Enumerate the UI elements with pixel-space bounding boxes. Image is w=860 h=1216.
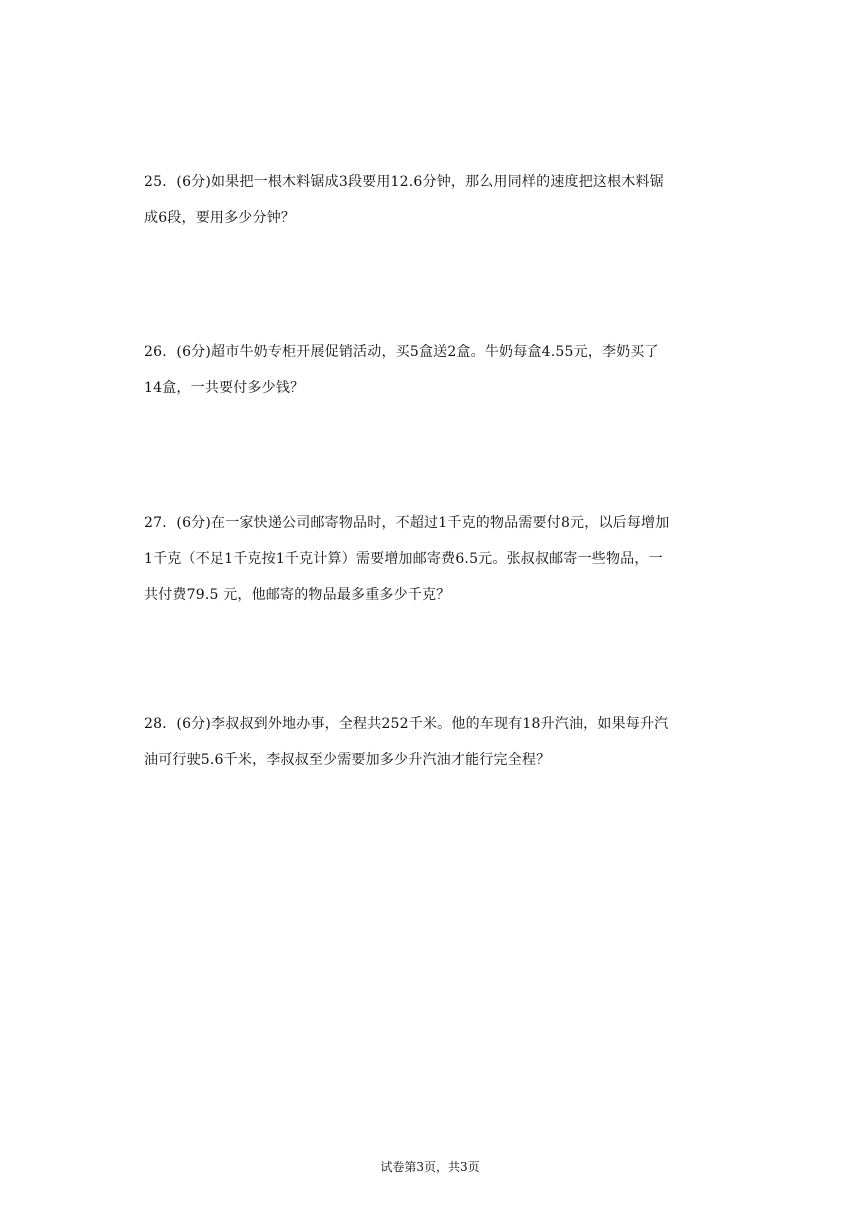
- question-26: [144, 334, 714, 406]
- question-text-line: 25．(6分)如果把一根木料锯成3段要用12.6分钟，那么用同样的速度把这根木料锯: [144, 174, 664, 190]
- question-text-line: 14盒，一共要付多少钱？: [144, 380, 305, 396]
- question-text-line: 共付费79.5 元，他邮寄的物品最多重多少千克？: [144, 587, 451, 603]
- question-text-line: 28．(6分)李叔叔到外地办事，全程共252千米。他的车现有18升汽油，如果每升汽: [144, 716, 669, 732]
- page-number-label: 试卷第3页，共3页: [380, 1160, 480, 1174]
- question-text-line: 油可行驶5.6千米，李叔叔至少需要加多少升汽油才能行完全程？: [144, 752, 551, 768]
- question-28: [144, 706, 714, 778]
- question-text-line: 1千克（不足1千克按1千克计算）需要增加邮寄费6.5元。张叔叔邮寄一些物品，一: [144, 551, 663, 567]
- question-text-line: 成6段，要用多少分钟？: [144, 210, 296, 226]
- question-27: [144, 505, 714, 613]
- question-text-line: 26．(6分)超市牛奶专柜开展促销活动，买5盒送2盒。牛奶每盒4.55元，李奶买了: [144, 344, 659, 360]
- page-footer: [0, 1159, 860, 1175]
- question-text-line: 27．(6分)在一家快递公司邮寄物品时，不超过1千克的物品需要付8元，以后每增加: [144, 515, 670, 531]
- question-25: [144, 164, 714, 236]
